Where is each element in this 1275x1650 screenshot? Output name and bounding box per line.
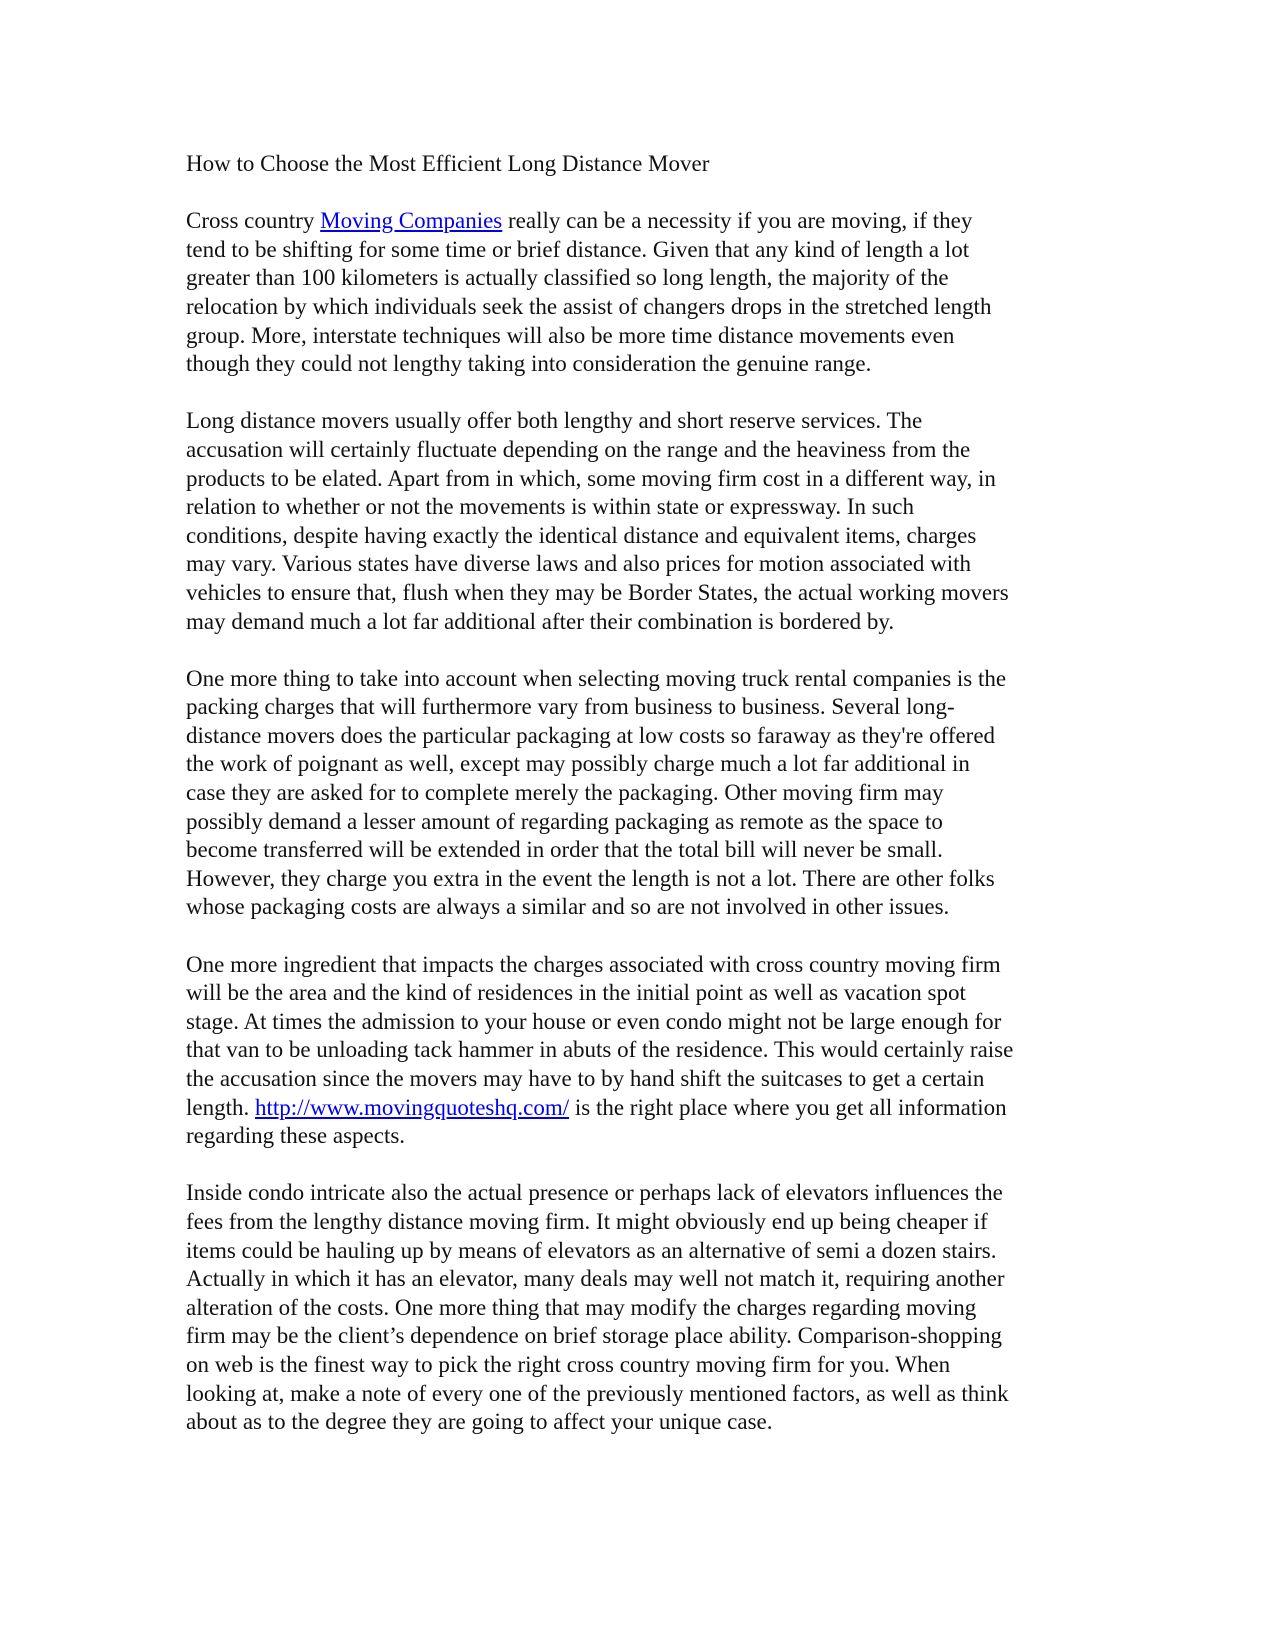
text-segment: Cross country [186,208,321,234]
paragraph-4-line-7: regarding these aspects. [186,1123,406,1149]
paragraph-5-line: alteration of the costs. One more thing that may modify the charges regarding moving [186,1294,977,1320]
paragraph-3-line: distance movers does the particular packaging at low costs so faraway as they're offered [186,722,996,748]
paragraph-5-line: fees from the lengthy distance moving firm. It might obviously end up being cheaper if [186,1208,988,1234]
paragraph-2-line: may demand much a lot far additional after their combination is bordered by. [186,608,895,634]
text-segment: length. [186,1094,255,1120]
paragraph-5-line: about as to the degree they are going to affect your unique case. [186,1409,773,1435]
moving-companies-link[interactable]: Moving Companies [320,208,503,234]
paragraph-2-line: products to be elated. Apart from in which, some moving firm cost in a different way, in [186,465,996,491]
text-segment: is the right place where you get all information [569,1094,1007,1120]
paragraph-4-line-1: One more ingredient that impacts the charges associated with cross country moving firm [186,951,1001,977]
text-segment: really can be a necessity if you are moving, if they [502,208,973,234]
paragraph-5-line: looking at, make a note of every one of the previously mentioned factors, as well as think [186,1380,1009,1406]
paragraph-5-line: firm may be the client’s dependence on brief storage place ability. Comparison-shopping [186,1323,1003,1349]
paragraph-2-line: conditions, despite having exactly the identical distance and equivalent items, charges [186,522,977,548]
paragraph-3-line: become transferred will be extended in order that the total bill will never be small. [186,837,943,863]
paragraph-4-line-6 [186,1094,1086,1123]
document-title: How to Choose the Most Efficient Long Distance Mover [186,151,710,176]
paragraph-2-line: accusation will certainly fluctuate depending on the range and the heaviness from the [186,436,971,462]
movingquoteshq-link[interactable]: http://www.movingquoteshq.com/ [255,1094,570,1120]
paragraph-1-line-3: greater than 100 kilometers is actually classified so long length, the majority of the [186,265,949,291]
paragraph-4-line-5: the accusation since the movers may have to by hand shift the suitcases to get a certain [186,1066,985,1091]
paragraph-3-line: possibly demand a lesser amount of regarding packaging as remote as the space to [186,808,943,834]
paragraph-3-line: the work of poignant as well, except may possibly charge much a lot far additional in [186,751,970,777]
paragraph-5-line: on web is the finest way to pick the right cross country moving firm for you. When [186,1351,951,1377]
paragraph-4-line-4: that van to be unloading tack hammer in abuts of the residence. This would certainly raise [186,1037,1014,1063]
paragraph-3-line: case they are asked for to complete merely the packaging. Other moving firm may [186,780,944,806]
paragraph-1-line-4: relocation by which individuals seek the assist of changers drops in the stretched length [186,293,992,319]
paragraph-2-line: Long distance movers usually offer both lengthy and short reserve services. The [186,408,923,434]
paragraph-2 [186,407,1086,636]
paragraph-4 [186,951,1086,1151]
paragraph-1-line-5: group. More, interstate techniques will also be more time distance movements even [186,322,955,348]
paragraph-5 [186,1179,1086,1436]
paragraph-1 [186,207,1086,379]
paragraph-3-line: However, they charge you extra in the event the length is not a lot. There are other folks [186,865,995,891]
paragraph-1-line-6: though they could not lengthy taking into consideration the genuine range. [186,351,872,377]
paragraph-3 [186,665,1086,922]
paragraph-3-line: One more thing to take into account when selecting moving truck rental companies is the [186,665,1007,691]
paragraph-3-line: whose packaging costs are always a similar and so are not involved in other issues. [186,894,950,920]
paragraph-4-line-2: will be the area and the kind of residences in the initial point as well as vacation spot [186,980,966,1006]
paragraph-1-line-1 [186,207,1086,236]
paragraph-5-line: items could be hauling up by means of elevators as an alternative of semi a dozen stairs. [186,1237,997,1263]
paragraph-3-line: packing charges that will furthermore vary from business to business. Several long- [186,694,955,720]
paragraph-2-line: relation to whether or not the movements is within state or expressway. In such [186,494,914,520]
paragraph-2-line: vehicles to ensure that, flush when they may be Border States, the actual working movers [186,579,1009,605]
paragraph-2-line: may vary. Various states have diverse laws and also prices for motion associated with [186,551,971,577]
paragraph-5-line: Actually in which it has an elevator, many deals may well not match it, requiring another [186,1266,1005,1292]
document-page [186,150,1086,1465]
paragraph-5-line: Inside condo intricate also the actual presence or perhaps lack of elevators influences the [186,1180,1003,1206]
paragraph-1-line-2: tend to be shifting for some time or brief distance. Given that any kind of length a lot [186,236,970,262]
paragraph-4-line-3: stage. At times the admission to your house or even condo might not be large enough for [186,1008,1002,1034]
